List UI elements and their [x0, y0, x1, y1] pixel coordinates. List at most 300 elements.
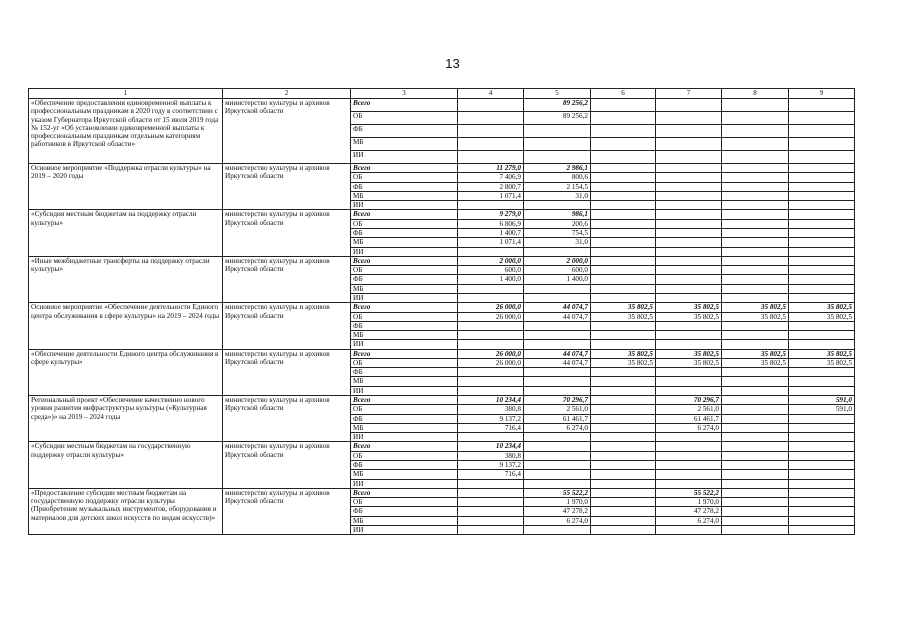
- amount-cell: [591, 498, 656, 507]
- amount-cell: [722, 423, 789, 432]
- amount-cell: 6 274,0: [656, 516, 722, 525]
- executor-cell: министерство культуры и архивов Иркутской области: [223, 99, 351, 164]
- budget-table: [28, 88, 855, 535]
- amount-cell: [789, 414, 855, 423]
- table-row: [29, 488, 855, 497]
- amount-cell: [458, 433, 524, 442]
- amount-cell: [656, 210, 722, 219]
- funding-source-cell: МБ: [351, 238, 458, 247]
- amount-cell: [656, 275, 722, 284]
- amount-cell: [722, 125, 789, 138]
- amount-cell: [656, 461, 722, 470]
- funding-source-cell: ОБ: [351, 358, 458, 367]
- amount-cell: 1 970,0: [656, 498, 722, 507]
- activity-name-cell: «Субсидия местным бюджетам на поддержку отрасли культуры»: [29, 210, 223, 256]
- amount-cell: [524, 451, 591, 460]
- amount-cell: [524, 377, 591, 386]
- amount-cell: [722, 275, 789, 284]
- amount-cell: [656, 125, 722, 138]
- header-cell: 1: [29, 89, 223, 99]
- amount-cell: [656, 479, 722, 488]
- amount-cell: [722, 433, 789, 442]
- amount-cell: [656, 377, 722, 386]
- amount-cell: [591, 210, 656, 219]
- amount-cell: [722, 284, 789, 293]
- amount-cell: [722, 293, 789, 302]
- amount-cell: [722, 228, 789, 237]
- amount-cell: [524, 368, 591, 377]
- amount-cell: [591, 293, 656, 302]
- amount-cell: 55 522,2: [656, 488, 722, 497]
- amount-cell: 1 071,4: [458, 191, 524, 200]
- funding-source-cell: ОБ: [351, 405, 458, 414]
- amount-cell: [591, 479, 656, 488]
- amount-cell: [458, 516, 524, 525]
- amount-cell: [656, 451, 722, 460]
- amount-cell: 9 279,0: [458, 210, 524, 219]
- amount-cell: [789, 238, 855, 247]
- amount-cell: 600,0: [458, 266, 524, 275]
- amount-cell: [789, 210, 855, 219]
- amount-cell: [789, 423, 855, 432]
- amount-cell: [591, 138, 656, 151]
- amount-cell: [524, 138, 591, 151]
- amount-cell: [656, 368, 722, 377]
- amount-cell: [656, 201, 722, 210]
- funding-source-cell: Всего: [351, 164, 458, 173]
- amount-cell: 35 802,5: [722, 349, 789, 358]
- amount-cell: [656, 228, 722, 237]
- amount-cell: 31,0: [524, 191, 591, 200]
- funding-source-cell: ИИ: [351, 340, 458, 349]
- amount-cell: 380,8: [458, 405, 524, 414]
- amount-cell: [591, 256, 656, 265]
- amount-cell: 26 000,0: [458, 312, 524, 321]
- amount-cell: [524, 293, 591, 302]
- amount-cell: [591, 266, 656, 275]
- funding-source-cell: МБ: [351, 331, 458, 340]
- amount-cell: [656, 331, 722, 340]
- amount-cell: [591, 219, 656, 228]
- executor-cell: министерство культуры и архивов Иркутской области: [223, 303, 351, 349]
- funding-source-cell: Всего: [351, 303, 458, 312]
- amount-cell: [524, 479, 591, 488]
- amount-cell: [789, 219, 855, 228]
- amount-cell: [591, 340, 656, 349]
- amount-cell: [722, 414, 789, 423]
- amount-cell: 716,4: [458, 423, 524, 432]
- amount-cell: [591, 321, 656, 330]
- amount-cell: 44 074,7: [524, 349, 591, 358]
- amount-cell: [656, 256, 722, 265]
- amount-cell: [591, 461, 656, 470]
- amount-cell: [722, 516, 789, 525]
- amount-cell: [591, 451, 656, 460]
- amount-cell: [524, 470, 591, 479]
- amount-cell: [722, 201, 789, 210]
- amount-cell: [789, 247, 855, 256]
- header-cell: 8: [722, 89, 789, 99]
- amount-cell: [591, 191, 656, 200]
- amount-cell: 35 802,5: [591, 349, 656, 358]
- amount-cell: [722, 461, 789, 470]
- amount-cell: [458, 368, 524, 377]
- amount-cell: [656, 182, 722, 191]
- amount-cell: [789, 470, 855, 479]
- amount-cell: [656, 433, 722, 442]
- funding-source-cell: МБ: [351, 423, 458, 432]
- amount-cell: [591, 525, 656, 534]
- amount-cell: 70 296,7: [524, 396, 591, 405]
- funding-source-cell: Всего: [351, 488, 458, 497]
- funding-source-cell: МБ: [351, 191, 458, 200]
- funding-source-cell: МБ: [351, 284, 458, 293]
- amount-cell: [524, 525, 591, 534]
- amount-cell: 35 802,5: [722, 312, 789, 321]
- funding-source-cell: ИИ: [351, 201, 458, 210]
- amount-cell: 35 802,5: [656, 358, 722, 367]
- amount-cell: [591, 228, 656, 237]
- amount-cell: [789, 331, 855, 340]
- table-row: [29, 349, 855, 358]
- amount-cell: 11 279,0: [458, 164, 524, 173]
- amount-cell: 35 802,5: [789, 358, 855, 367]
- amount-cell: [789, 284, 855, 293]
- amount-cell: [656, 151, 722, 164]
- funding-source-cell: ФБ: [351, 507, 458, 516]
- executor-cell: министерство культуры и архивов Иркутской области: [223, 164, 351, 210]
- activity-name-cell: Основное мероприятие «Обеспечение деятельности Единого центра обслуживания в сфере культуры» на 2019 – 2024 годы: [29, 303, 223, 349]
- amount-cell: [789, 507, 855, 516]
- amount-cell: [656, 284, 722, 293]
- amount-cell: [789, 164, 855, 173]
- amount-cell: [722, 470, 789, 479]
- funding-source-cell: ОБ: [351, 219, 458, 228]
- amount-cell: 89 256,2: [524, 99, 591, 112]
- amount-cell: [789, 125, 855, 138]
- amount-cell: [722, 377, 789, 386]
- amount-cell: 31,0: [524, 238, 591, 247]
- activity-name-cell: Основное мероприятие «Поддержка отрасли культуры» на 2019 – 2020 годы: [29, 164, 223, 210]
- amount-cell: [789, 266, 855, 275]
- amount-cell: [789, 293, 855, 302]
- amount-cell: 26 000,0: [458, 358, 524, 367]
- amount-cell: 44 074,7: [524, 358, 591, 367]
- amount-cell: 2 000,0: [524, 256, 591, 265]
- executor-cell: министерство культуры и архивов Иркутской области: [223, 396, 351, 442]
- amount-cell: 35 802,5: [722, 303, 789, 312]
- amount-cell: [458, 331, 524, 340]
- amount-cell: [789, 138, 855, 151]
- funding-source-cell: ОБ: [351, 451, 458, 460]
- amount-cell: [458, 284, 524, 293]
- funding-source-cell: ИИ: [351, 479, 458, 488]
- funding-source-cell: ФБ: [351, 275, 458, 284]
- funding-source-cell: Всего: [351, 256, 458, 265]
- amount-cell: 1 400,7: [458, 228, 524, 237]
- amount-cell: [656, 99, 722, 112]
- amount-cell: [591, 386, 656, 395]
- amount-cell: 800,6: [524, 173, 591, 182]
- funding-source-cell: ИИ: [351, 525, 458, 534]
- amount-cell: [656, 442, 722, 451]
- amount-cell: [789, 386, 855, 395]
- amount-cell: 61 461,7: [656, 414, 722, 423]
- amount-cell: [656, 173, 722, 182]
- table-row: [29, 210, 855, 219]
- amount-cell: [458, 386, 524, 395]
- amount-cell: [524, 442, 591, 451]
- amount-cell: [789, 182, 855, 191]
- amount-cell: [789, 151, 855, 164]
- amount-cell: [591, 182, 656, 191]
- amount-cell: [722, 498, 789, 507]
- amount-cell: [789, 479, 855, 488]
- amount-cell: [656, 164, 722, 173]
- amount-cell: [656, 525, 722, 534]
- amount-cell: [722, 386, 789, 395]
- amount-cell: [722, 247, 789, 256]
- amount-cell: [591, 125, 656, 138]
- amount-cell: [524, 340, 591, 349]
- amount-cell: [722, 256, 789, 265]
- amount-cell: [591, 238, 656, 247]
- amount-cell: [591, 173, 656, 182]
- header-cell: 3: [351, 89, 458, 99]
- amount-cell: 7 406,9: [458, 173, 524, 182]
- amount-cell: [458, 112, 524, 125]
- amount-cell: [656, 470, 722, 479]
- amount-cell: 35 802,5: [591, 303, 656, 312]
- amount-cell: [722, 112, 789, 125]
- amount-cell: 600,0: [524, 266, 591, 275]
- activity-name-cell: «Обеспечение предоставления единовременной выплаты к профессиональным праздникам в 2020 году в соответствии с указом Губернатора Иркутской области от 15 июля 2019 года № 152-уг «Об установлении единовременной выплаты к профессиональным праздникам отдельным категориям работников в Иркутской области»: [29, 99, 223, 164]
- table-row: [29, 303, 855, 312]
- amount-cell: [458, 151, 524, 164]
- amount-cell: 6 806,9: [458, 219, 524, 228]
- amount-cell: 2 561,0: [656, 405, 722, 414]
- amount-cell: [722, 340, 789, 349]
- funding-source-cell: ФБ: [351, 461, 458, 470]
- amount-cell: [524, 247, 591, 256]
- amount-cell: [656, 238, 722, 247]
- amount-cell: [591, 516, 656, 525]
- amount-cell: 716,4: [458, 470, 524, 479]
- amount-cell: [591, 247, 656, 256]
- amount-cell: [591, 396, 656, 405]
- amount-cell: [458, 340, 524, 349]
- amount-cell: [722, 99, 789, 112]
- amount-cell: [591, 331, 656, 340]
- amount-cell: [789, 228, 855, 237]
- amount-cell: [591, 414, 656, 423]
- amount-cell: [591, 275, 656, 284]
- funding-source-cell: Всего: [351, 210, 458, 219]
- table-row: [29, 442, 855, 451]
- amount-cell: 47 278,2: [524, 507, 591, 516]
- amount-cell: [656, 266, 722, 275]
- executor-cell: министерство культуры и архивов Иркутской области: [223, 488, 351, 534]
- funding-source-cell: ОБ: [351, 498, 458, 507]
- amount-cell: 35 802,5: [789, 349, 855, 358]
- amount-cell: [458, 507, 524, 516]
- amount-cell: [722, 151, 789, 164]
- amount-cell: [722, 488, 789, 497]
- amount-cell: 1 970,0: [524, 498, 591, 507]
- amount-cell: 1 071,4: [458, 238, 524, 247]
- amount-cell: [458, 293, 524, 302]
- funding-source-cell: ОБ: [351, 266, 458, 275]
- amount-cell: [722, 266, 789, 275]
- amount-cell: [789, 275, 855, 284]
- amount-cell: [789, 488, 855, 497]
- amount-cell: [789, 191, 855, 200]
- amount-cell: 70 296,7: [656, 396, 722, 405]
- amount-cell: [722, 173, 789, 182]
- funding-source-cell: Всего: [351, 396, 458, 405]
- header-cell: 7: [656, 89, 722, 99]
- header-cell: 5: [524, 89, 591, 99]
- amount-cell: 55 522,2: [524, 488, 591, 497]
- funding-source-cell: ФБ: [351, 125, 458, 138]
- amount-cell: [524, 284, 591, 293]
- amount-cell: 754,5: [524, 228, 591, 237]
- amount-cell: [789, 433, 855, 442]
- funding-source-cell: ОБ: [351, 312, 458, 321]
- amount-cell: [591, 507, 656, 516]
- amount-cell: 35 802,5: [591, 312, 656, 321]
- amount-cell: [591, 442, 656, 451]
- amount-cell: [789, 498, 855, 507]
- amount-cell: [591, 151, 656, 164]
- amount-cell: [591, 405, 656, 414]
- amount-cell: 9 137,2: [458, 461, 524, 470]
- amount-cell: [458, 99, 524, 112]
- executor-cell: министерство культуры и архивов Иркутской области: [223, 210, 351, 256]
- amount-cell: [458, 321, 524, 330]
- amount-cell: [722, 182, 789, 191]
- header-row: [29, 89, 855, 99]
- funding-source-cell: ФБ: [351, 321, 458, 330]
- amount-cell: [524, 151, 591, 164]
- amount-cell: 26 000,0: [458, 349, 524, 358]
- amount-cell: [789, 173, 855, 182]
- amount-cell: [591, 284, 656, 293]
- amount-cell: 1 400,0: [524, 275, 591, 284]
- funding-source-cell: МБ: [351, 138, 458, 151]
- amount-cell: 6 274,0: [524, 423, 591, 432]
- amount-cell: [524, 321, 591, 330]
- table-row: [29, 396, 855, 405]
- executor-cell: министерство культуры и архивов Иркутской области: [223, 442, 351, 488]
- amount-cell: 35 802,5: [789, 303, 855, 312]
- amount-cell: [524, 331, 591, 340]
- amount-cell: 35 802,5: [591, 358, 656, 367]
- amount-cell: [591, 164, 656, 173]
- amount-cell: [656, 112, 722, 125]
- amount-cell: [656, 293, 722, 302]
- amount-cell: [591, 377, 656, 386]
- amount-cell: 44 074,7: [524, 312, 591, 321]
- amount-cell: [458, 247, 524, 256]
- funding-source-cell: ИИ: [351, 293, 458, 302]
- amount-cell: 2 561,0: [524, 405, 591, 414]
- amount-cell: [458, 125, 524, 138]
- amount-cell: [656, 386, 722, 395]
- amount-cell: 61 461,7: [524, 414, 591, 423]
- funding-source-cell: ФБ: [351, 182, 458, 191]
- amount-cell: [656, 219, 722, 228]
- amount-cell: 6 274,0: [656, 423, 722, 432]
- amount-cell: 9 137,2: [458, 414, 524, 423]
- amount-cell: [458, 201, 524, 210]
- amount-cell: [656, 138, 722, 151]
- amount-cell: [722, 238, 789, 247]
- amount-cell: [722, 479, 789, 488]
- amount-cell: [656, 340, 722, 349]
- funding-source-cell: ФБ: [351, 228, 458, 237]
- activity-name-cell: «Субсидии местным бюджетам на государственную поддержку отрасли культуры»: [29, 442, 223, 488]
- amount-cell: 2 800,7: [458, 182, 524, 191]
- table-row: [29, 164, 855, 173]
- amount-cell: 35 802,5: [656, 349, 722, 358]
- funding-source-cell: ИИ: [351, 386, 458, 395]
- amount-cell: [458, 377, 524, 386]
- amount-cell: [789, 321, 855, 330]
- funding-source-cell: МБ: [351, 377, 458, 386]
- amount-cell: [722, 164, 789, 173]
- funding-source-cell: Всего: [351, 442, 458, 451]
- funding-source-cell: ОБ: [351, 112, 458, 125]
- amount-cell: 35 802,5: [656, 303, 722, 312]
- amount-cell: [722, 219, 789, 228]
- amount-cell: [524, 125, 591, 138]
- amount-cell: [524, 433, 591, 442]
- amount-cell: 44 074,7: [524, 303, 591, 312]
- amount-cell: [524, 461, 591, 470]
- amount-cell: [591, 99, 656, 112]
- amount-cell: [591, 470, 656, 479]
- amount-cell: [458, 525, 524, 534]
- header-cell: 9: [789, 89, 855, 99]
- amount-cell: [789, 442, 855, 451]
- amount-cell: 380,8: [458, 451, 524, 460]
- amount-cell: [789, 368, 855, 377]
- amount-cell: [591, 423, 656, 432]
- amount-cell: [789, 461, 855, 470]
- funding-source-cell: ФБ: [351, 414, 458, 423]
- amount-cell: [722, 507, 789, 516]
- amount-cell: [722, 331, 789, 340]
- executor-cell: министерство культуры и архивов Иркутской области: [223, 256, 351, 302]
- amount-cell: [458, 138, 524, 151]
- amount-cell: 591,0: [789, 405, 855, 414]
- amount-cell: [722, 191, 789, 200]
- funding-source-cell: МБ: [351, 516, 458, 525]
- amount-cell: [656, 247, 722, 256]
- amount-cell: [591, 201, 656, 210]
- amount-cell: 10 234,4: [458, 396, 524, 405]
- amount-cell: [524, 386, 591, 395]
- amount-cell: [722, 138, 789, 151]
- amount-cell: 89 256,2: [524, 112, 591, 125]
- amount-cell: [524, 201, 591, 210]
- amount-cell: [722, 210, 789, 219]
- amount-cell: [722, 396, 789, 405]
- amount-cell: 2 000,0: [458, 256, 524, 265]
- funding-source-cell: ИИ: [351, 151, 458, 164]
- amount-cell: 200,6: [524, 219, 591, 228]
